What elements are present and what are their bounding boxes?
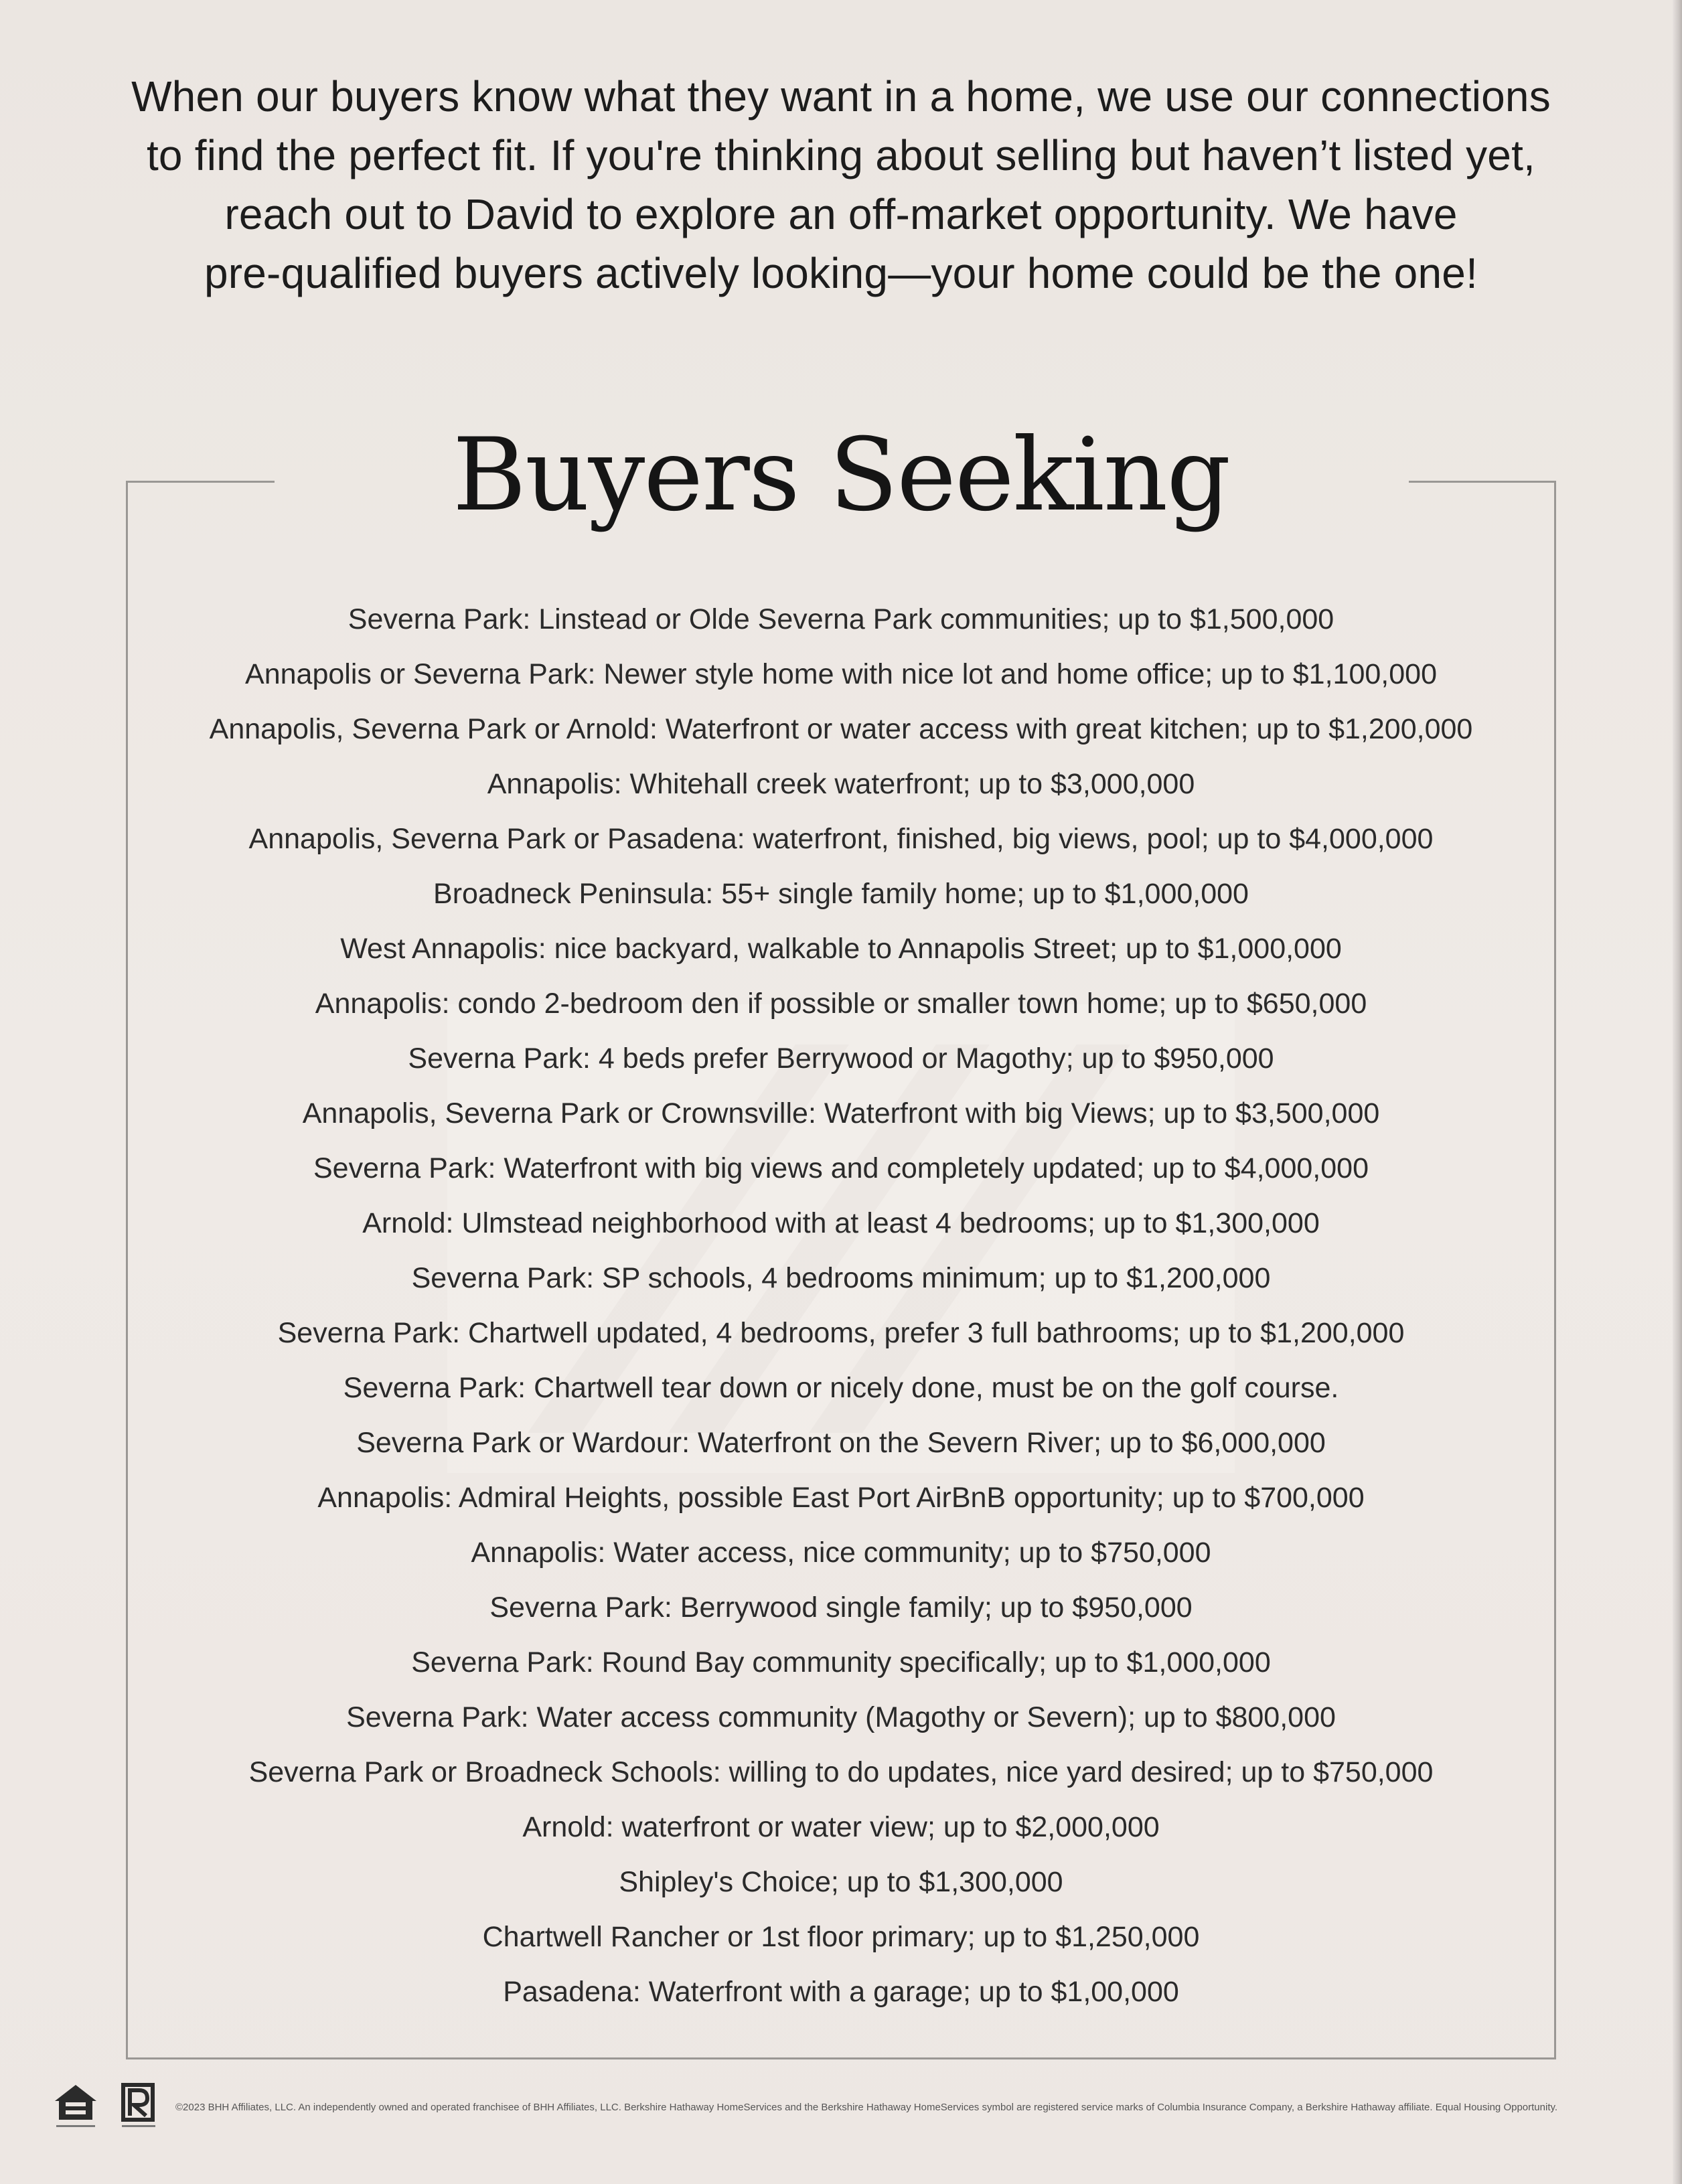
list-item: Annapolis, Severna Park or Crownsville: Waterfront with big Views; up to $3,500,000 <box>302 1097 1380 1129</box>
list-item: Shipley's Choice; up to $1,300,000 <box>619 1866 1063 1898</box>
legal-disclaimer: ©2023 BHH Affiliates, LLC. An independently owned and operated franchisee of BHH Affiliates, LLC. Berkshire Hathaway HomeServices and the Berkshire Hathaway HomeServices symbol are registered service marks of Columbia Insurance Company, a Berkshire Hathaway affiliate. Equal Housing Opportunity. <box>175 2102 1558 2113</box>
list-item: Severna Park: Linstead or Olde Severna Park communities; up to $1,500,000 <box>348 603 1334 635</box>
list-item: Severna Park: Round Bay community specifically; up to $1,000,000 <box>411 1646 1271 1679</box>
equal-housing-icon <box>55 2085 96 2127</box>
list-item: Annapolis: condo 2-bedroom den if possible or smaller town home; up to $650,000 <box>315 988 1367 1020</box>
list-item: Annapolis or Severna Park: Newer style home with nice lot and home office; up to $1,100,000 <box>245 658 1437 690</box>
list-item: Severna Park: Chartwell updated, 4 bedrooms, prefer 3 full bathrooms; up to $1,200,000 <box>277 1317 1405 1349</box>
list-item: Annapolis: Whitehall creek waterfront; up to $3,000,000 <box>487 768 1195 800</box>
realtor-icon <box>122 2085 155 2127</box>
list-item: Chartwell Rancher or 1st floor primary; up to $1,250,000 <box>482 1921 1200 1953</box>
list-item: Arnold: waterfront or water view; up to $2,000,000 <box>522 1811 1160 1843</box>
list-item: Severna Park: Berrywood single family; up to $950,000 <box>489 1591 1193 1624</box>
list-item: Severna Park: Water access community (Magothy or Severn); up to $800,000 <box>346 1701 1336 1733</box>
page-edge-shadow <box>1673 0 1682 2184</box>
list-item: Annapolis, Severna Park or Arnold: Waterfront or water access with great kitchen; up to $1,200,000 <box>209 713 1473 745</box>
intro-line: When our buyers know what they want in a home, we use our connections <box>131 72 1551 121</box>
list-item: Arnold: Ulmstead neighborhood with at least 4 bedrooms; up to $1,300,000 <box>362 1207 1320 1239</box>
intro-line: reach out to David to explore an off-market opportunity. We have <box>224 190 1458 238</box>
intro-line: pre-qualified buyers actively looking—your home could be the one! <box>204 249 1478 297</box>
list-item: Severna Park or Broadneck Schools: willing to do updates, nice yard desired; up to $750,000 <box>248 1756 1434 1788</box>
intro-line: to find the perfect fit. If you're thinking about selling but haven’t listed yet, <box>146 131 1536 179</box>
list-item: West Annapolis: nice backyard, walkable to Annapolis Street; up to $1,000,000 <box>340 933 1342 965</box>
list-item: Pasadena: Waterfront with a garage; up to $1,00,000 <box>503 1976 1179 2008</box>
list-item: Annapolis: Water access, nice community; up to $750,000 <box>471 1537 1211 1569</box>
list-item: Severna Park: SP schools, 4 bedrooms minimum; up to $1,200,000 <box>411 1262 1271 1294</box>
list-item: Annapolis, Severna Park or Pasadena: waterfront, finished, big views, pool; up to $4,000,000 <box>248 823 1434 855</box>
list-item: Annapolis: Admiral Heights, possible East Port AirBnB opportunity; up to $700,000 <box>317 1482 1365 1514</box>
list-item: Broadneck Peninsula: 55+ single family home; up to $1,000,000 <box>433 878 1249 910</box>
list-item: Severna Park or Wardour: Waterfront on the Severn River; up to $6,000,000 <box>356 1427 1326 1459</box>
buyer-listings <box>134 592 1548 2019</box>
intro-paragraph <box>100 67 1582 303</box>
footer-logos <box>52 2082 173 2136</box>
list-item: Severna Park: Chartwell tear down or nicely done, must be on the golf course. <box>343 1372 1339 1404</box>
list-item: Severna Park: Waterfront with big views and completely updated; up to $4,000,000 <box>313 1152 1369 1184</box>
list-item: Severna Park: 4 beds prefer Berrywood or Magothy; up to $950,000 <box>408 1042 1274 1075</box>
page-title: Buyers Seeking <box>452 417 1230 534</box>
